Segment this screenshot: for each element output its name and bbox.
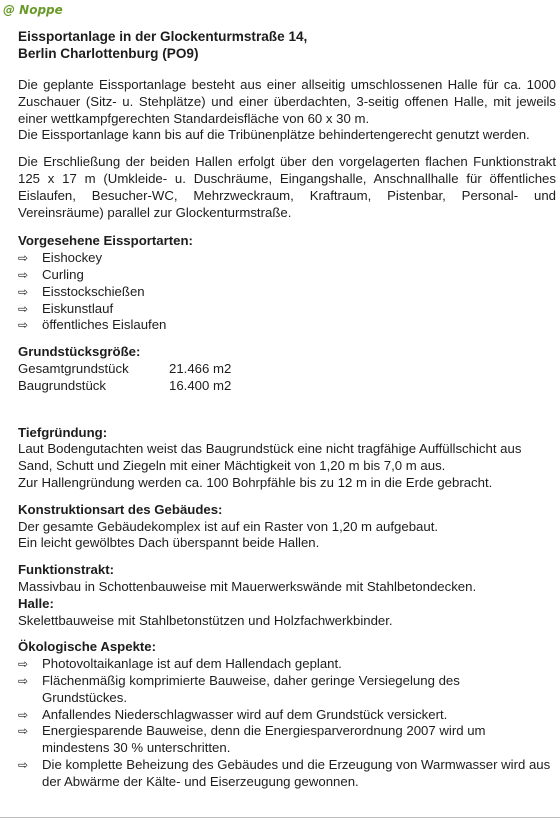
plot-size-table	[18, 361, 231, 395]
eco-section	[18, 639, 556, 790]
list-item-text: Curling	[42, 266, 84, 282]
list-item	[18, 267, 556, 284]
arrow-right-outline-icon: ⇨	[18, 301, 29, 316]
eco-list	[18, 656, 556, 790]
list-item-text: Eiskunstlauf	[42, 300, 114, 316]
list-item-text: Eishockey	[42, 250, 103, 266]
arrow-right-outline-icon: ⇨	[18, 707, 29, 722]
list-item	[18, 317, 556, 334]
foundation-section	[18, 425, 556, 492]
list-item	[18, 707, 556, 724]
arrow-right-outline-icon: ⇨	[18, 657, 29, 672]
list-item-text: Energiesparende Bauweise, denn die Energiesparverordnung 2007 wird um mindestens 30 % unterschritten.	[42, 723, 486, 756]
construction-paragraph-2: Ein leicht gewölbtes Dach überspannt beide Hallen.	[18, 535, 320, 551]
watermark: @ Noppe	[3, 3, 63, 17]
accessibility-paragraph: Die Eissportanlage kann bis auf die Tribünenplätze behindertengerecht genutzt werden.	[18, 127, 530, 143]
arrow-right-outline-icon: ⇨	[18, 284, 29, 299]
sports-heading: Vorgesehene Eissportarten:	[18, 233, 193, 249]
list-item-text: Anfallendes Niederschlagwasser wird auf dem Grundstück versickert.	[42, 706, 448, 722]
table-row	[18, 378, 231, 395]
structure-section	[18, 562, 556, 629]
list-item	[18, 301, 556, 318]
plot-size-heading: Grundstücksgröße:	[18, 344, 141, 360]
list-item	[18, 723, 556, 757]
hall-heading: Halle:	[18, 595, 54, 611]
access-paragraph: Die Erschließung der beiden Hallen erfolgt über den vorgelagerten flachen Funktionstrakt 125 x 17 m (Umkleide- u. Duschräume, Eingangshalle, Anschnallhalle für öffentliches Eislaufen, Besucher-WC, Mehrzweckraum, Kraftraum, Pistenbar, Personal- und Vereinsräume) parallel zur Glockenturmstraße.	[18, 154, 556, 220]
wing-heading: Funktionstrakt:	[18, 562, 114, 578]
arrow-right-outline-icon: ⇨	[18, 673, 29, 688]
list-item-text: öffentliches Eislaufen	[42, 317, 167, 333]
foundation-paragraph-2: Zur Hallengründung werden ca. 100 Bohrpfähle bis zu 12 m in die Erde gebracht.	[18, 474, 493, 490]
list-item-text: Eisstockschießen	[42, 283, 145, 299]
wing-paragraph: Massivbau in Schottenbauweise mit Mauerwerkswände mit Stahlbetondecken.	[18, 578, 477, 594]
arrow-right-outline-icon: ⇨	[18, 267, 29, 282]
foundation-heading: Tiefgründung:	[18, 424, 108, 440]
sports-section	[18, 233, 556, 334]
document-body	[18, 28, 556, 800]
title-line-2: Berlin Charlottenburg (PO9)	[18, 46, 199, 61]
arrow-right-outline-icon: ⇨	[18, 724, 29, 739]
eco-heading: Ökologische Aspekte:	[18, 639, 157, 655]
plot-size-section	[18, 344, 556, 394]
construction-paragraph-1: Der gesamte Gebäudekomplex ist auf ein Raster von 1,20 m aufgebaut.	[18, 518, 439, 534]
access-section	[18, 154, 556, 221]
intro-section	[18, 77, 556, 144]
construction-section	[18, 502, 556, 552]
table-cell-value: 16.400 m2	[169, 377, 232, 393]
hall-paragraph: Skelettbauweise mit Stahlbetonstützen und Holzfachwerkbinder.	[18, 612, 393, 628]
intro-paragraph: Die geplante Eissportanlage besteht aus einer allseitig umschlossenen Halle für ca. 1000 Zuschauer (Sitz- u. Stehplätze) und einer überdachten, 3-seitig offenen Halle, mit jeweils einer wettkampfgerechten Standardeisfläche von 60 x 30 m.	[18, 77, 556, 126]
table-cell-label: Baugrundstück	[18, 377, 106, 393]
list-item-text: Photovoltaikanlage ist auf dem Hallendach geplant.	[42, 656, 342, 672]
list-item	[18, 250, 556, 267]
arrow-right-outline-icon: ⇨	[18, 757, 29, 772]
list-item	[18, 284, 556, 301]
table-row	[18, 361, 231, 378]
foundation-paragraph-1: Laut Bodengutachten weist das Baugrundstück eine nicht tragfähige Auffüllschicht aus Sand, Schutt und Ziegeln mit einer Mächtigkeit von 1,20 m bis 7,0 m aus.	[18, 441, 522, 474]
arrow-right-outline-icon: ⇨	[18, 318, 29, 333]
list-item-text: Flächenmäßig komprimierte Bauweise, daher geringe Versiegelung des Grundstückes.	[42, 672, 460, 705]
sports-list	[18, 250, 556, 334]
title-line-1: Eissportanlage in der Glockenturmstraße 14,	[18, 29, 308, 44]
list-item-text: Die komplette Beheizung des Gebäudes und die Erzeugung von Warmwasser wird aus der Abwärme der Kälte- und Eiserzeugung gewonnen.	[42, 756, 551, 789]
document-title	[18, 28, 556, 62]
list-item	[18, 757, 556, 791]
table-cell-label: Gesamtgrundstück	[18, 360, 129, 376]
arrow-right-outline-icon: ⇨	[18, 251, 29, 266]
list-item	[18, 673, 556, 707]
list-item	[18, 656, 556, 673]
construction-heading: Konstruktionsart des Gebäudes:	[18, 501, 223, 517]
table-cell-value: 21.466 m2	[169, 360, 232, 376]
page-bottom-divider	[0, 817, 560, 818]
